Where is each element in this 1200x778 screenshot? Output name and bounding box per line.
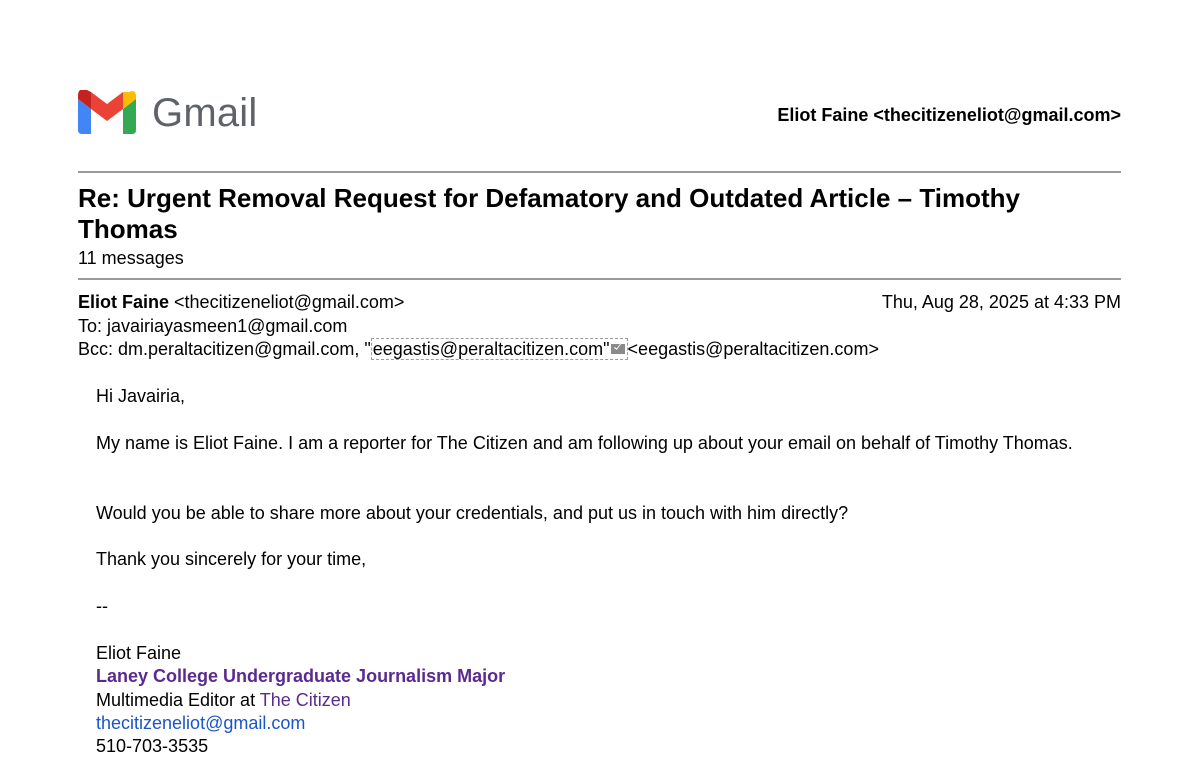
print-header (78, 86, 1121, 142)
message-divider (78, 278, 1121, 280)
body-paragraph-1: My name is Eliot Faine. I am a reporter for The Citizen and am following up about your email on behalf of Timothy Thomas. (96, 433, 1073, 453)
signature-role-prefix: Multimedia Editor at (96, 689, 260, 710)
body-paragraph-2: Would you be able to share more about your credentials, and put us in touch with him directly? (96, 503, 849, 523)
bcc-prefix: Bcc: dm.peraltacitizen@gmail.com, " (78, 339, 371, 359)
header-divider (78, 171, 1121, 173)
message-from-line (78, 291, 1121, 313)
message-count: 11 messages (78, 248, 184, 268)
bcc-address-chip (371, 338, 628, 360)
signature-org-link[interactable]: The Citizen (259, 689, 351, 710)
signature-separator: -- (96, 596, 108, 616)
sender-email: <thecitizeneliot@gmail.com> (174, 292, 405, 312)
bcc-suffix: <eegastis@peraltacitizen.com> (627, 339, 879, 359)
signature-phone: 510-703-3535 (96, 736, 209, 757)
body-closing: Thank you sincerely for your time, (96, 549, 367, 569)
signature-role (96, 689, 505, 712)
signature-name: Eliot Faine (96, 643, 182, 663)
signature-program: Laney College Undergraduate Journalism Major (96, 666, 506, 687)
email-signature (96, 642, 505, 758)
sender-name: Eliot Faine (78, 292, 170, 312)
recipient-to-line: To: javairiayasmeen1@gmail.com (78, 316, 348, 336)
thread-subject: Re: Urgent Removal Request for Defamatory and Outdated Article – Timothy Thomas (78, 183, 1020, 244)
mail-icon (611, 344, 625, 354)
gmail-logo-icon (78, 90, 136, 134)
account-label: Eliot Faine <thecitizeneliot@gmail.com> (777, 105, 1121, 125)
body-greeting: Hi Javairia, (96, 386, 186, 406)
signature-email-link[interactable]: thecitizeneliot@gmail.com (96, 712, 306, 733)
recipient-bcc-line (78, 338, 1121, 360)
gmail-wordmark: Gmail (152, 91, 258, 135)
message-date: Thu, Aug 28, 2025 at 4:33 PM (881, 292, 1121, 312)
bcc-chip-text: eegastis@peraltacitizen.com" (372, 339, 610, 359)
